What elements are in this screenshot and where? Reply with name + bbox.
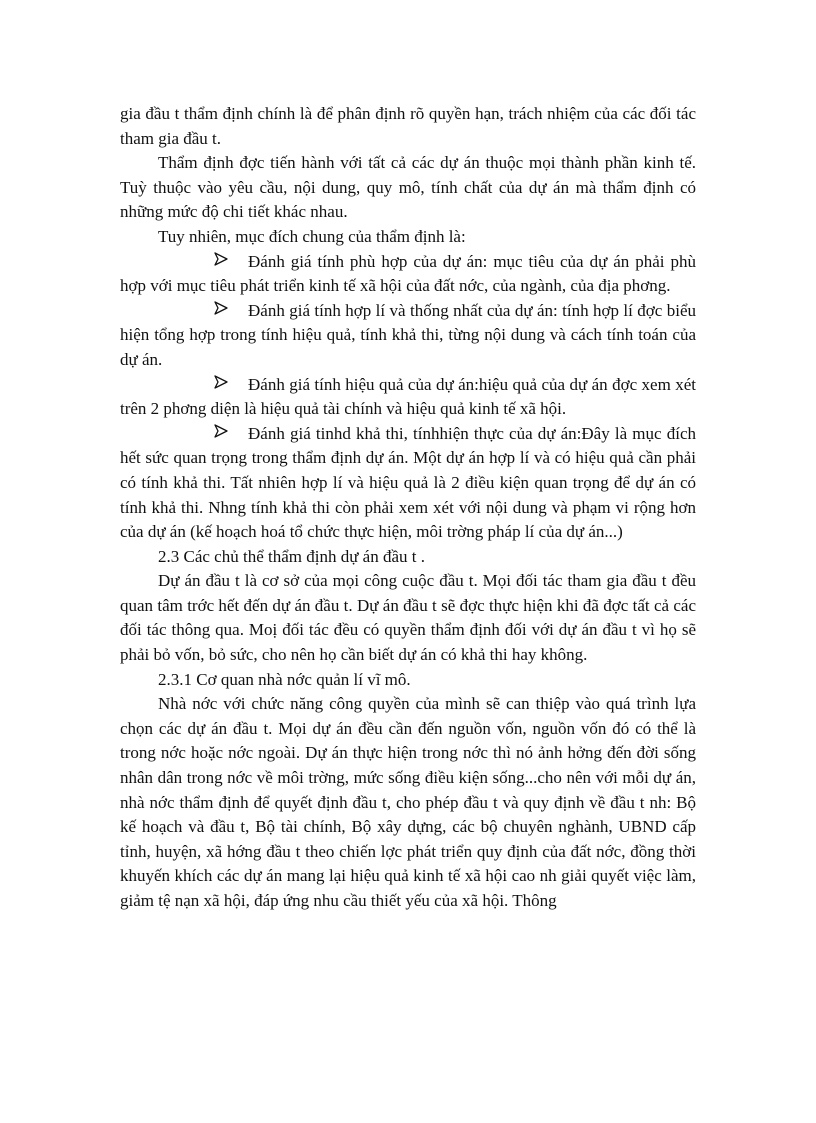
arrow-bullet-icon [214, 301, 228, 315]
bullet-item-text: Đánh giá tính hợp lí và thống nhất của dự án: tính hợp lí đợc biểu hiện tổng hợp trong tính hiệu quả, tính khả thi, từng nội dung và cách tính toán của dự án. [120, 300, 696, 369]
paragraph-appraisal-scope: Thẩm định đợc tiến hành với tất cả các dự án thuộc mọi thành phần kinh tế. Tuỳ thuộc vào yêu cầu, nội dung, quy mô, tính chất của dự án mà thẩm định có những mức độ chi tiết khác nhau. [120, 153, 696, 222]
bullet-item-rationality [120, 299, 696, 373]
bullet-item-feasibility [120, 422, 696, 545]
section-heading-2-3-1: 2.3.1 Cơ quan nhà nớc quản lí vĩ mô. [158, 669, 411, 689]
bullet-item-text: Đánh giá tính hiệu quả của dự án:hiệu quả của dự án đợc xem xét trên 2 phơng diện là hiệu quả tài chính và hiệu quả kinh tế xã hội. [120, 374, 696, 419]
arrow-bullet-icon [214, 375, 228, 389]
paragraph-continued: gia đầu t thẩm định chính là để phân định rõ quyền hạn, trách nhiệm của các đối tác tham gia đầu t. [120, 104, 696, 148]
arrow-bullet-icon [214, 252, 228, 266]
arrow-bullet-icon [214, 424, 228, 438]
paragraph-state-agency: Nhà nớc với chức năng công quyền của mình sẽ can thiệp vào quá trình lựa chọn các dự án đầu t. Mọi dự án đều cần đến nguồn vốn, nguồn vốn đó có thể là trong nớc hoặc nớc ngoài. Dự án thực hiện trong nớc thì nó ảnh hởng đến đời sống nhân dân trong nớc về môi trờng, mức sống điều kiện sống...cho nên với mỗi dự án, nhà nớc thẩm định để quyết định đầu t, cho phép đầu t và quy định về đầu t nh: Bộ kế hoạch và đầu t, Bộ tài chính, Bộ xây dựng, các bộ chuyên nghành, UBND cấp tỉnh, huyện, xã hớng đầu t theo chiến lợc phát triển quy định của đất nớc, đồng thời khuyến khích các dự án mang lại hiệu quả kinh tế xã hội cao nh giải quyết việc làm, giảm tệ nạn xã hội, đáp ứng nhu cầu thiết yếu của xã hội. Thông [120, 694, 696, 910]
paragraph-appraisal-purpose-intro: Tuy nhiên, mục đích chung của thẩm định là: [158, 226, 466, 246]
bullet-item-suitability [120, 250, 696, 299]
bullet-item-effectiveness [120, 373, 696, 422]
paragraph-investment-project: Dự án đầu t là cơ sở của mọi công cuộc đầu t. Mọi đối tác tham gia đầu t đều quan tâm trớc hết đến dự án đầu t. Dự án đầu t sẽ đợc thực hiện khi đã đợc tất cả các đối tác thông qua. Moị đối tác đều có quyền thẩm định đối với dự án đầu t vì họ sẽ phải bỏ vốn, bỏ sức, cho nên họ cần biết dự án có khả thi hay không. [120, 571, 696, 665]
bullet-item-text: Đánh giá tính phù hợp của dự án: mục tiêu của dự án phải phù hợp với mục tiêu phát triển kinh tế xã hội của đất nớc, của ngành, của địa phơng. [120, 251, 696, 296]
bullet-item-text: Đánh giá tinhd khả thi, tínhhiện thực của dự án:Đây là mục đích hết sức quan trọng trong thẩm định dự án. Một dự án hợp lí và có hiệu quả cần phải có tính khả thi. Tất nhiên hợp lí và hiệu quả là 2 điều kiện quan trọng để dự án có tính khả thi. Nhng tính khả thi còn phải xem xét với nội dung và phạm vi rộng hơn của dự án (kế hoạch hoá tổ chức thực hiện, môi trờng pháp lí của dự án...) [120, 423, 696, 542]
section-heading-2-3: 2.3 Các chủ thể thẩm định dự án đầu t . [158, 546, 425, 566]
document-body [120, 102, 696, 914]
